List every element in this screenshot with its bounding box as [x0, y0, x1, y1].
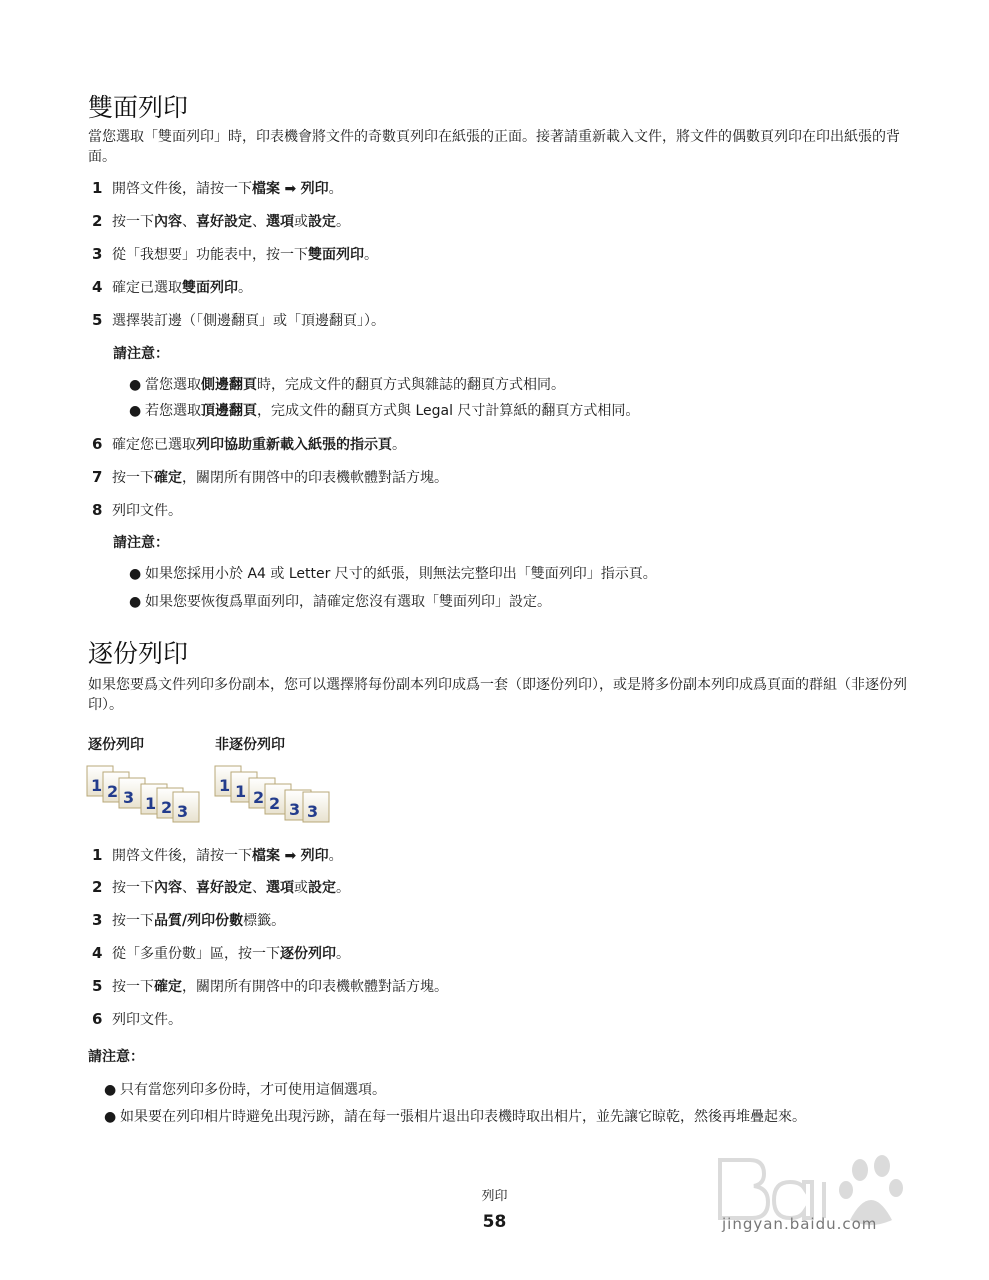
note-bullet: ● 當您選取側邊翻頁時，完成文件的翻頁方式與雜誌的翻頁方式相同。 — [129, 377, 565, 393]
duplex-step-3: 3 從「我想要」功能表中，按一下雙面列印。 — [92, 245, 378, 263]
note-bullet: ● 如果您採用小於 A4 或 Letter 尺寸的紙張，則無法完整印出「雙面列印」指示頁。 — [129, 566, 657, 582]
duplex-step-6: 6 確定您已選取列印協助重新載入紙張的指示頁。 — [92, 435, 406, 453]
collate-step-6: 6 列印文件。 — [92, 1010, 182, 1028]
page-icon — [303, 792, 329, 822]
note-bullet: ● 如果您要恢復爲單面列印，請確定您沒有選取「雙面列印」設定。 — [129, 594, 551, 610]
note-bullet: ● 若您選取頂邊翻頁，完成文件的翻頁方式與 Legal 尺寸計算紙的翻頁方式相同。 — [129, 403, 640, 419]
section-title-collate: 逐份列印 — [88, 639, 189, 668]
watermark-text: jingyan.baidu.com — [722, 1215, 878, 1233]
collate-step-3: 3 按一下品質/列印份數標籤。 — [92, 911, 286, 929]
baidu-watermark-logo — [700, 1140, 960, 1250]
page-digit: 1 — [219, 776, 231, 795]
section-title-duplex: 雙面列印 — [88, 93, 189, 122]
duplex-step-5: 5 選擇裝訂邊（「側邊翻頁」或「頂邊翻頁」）。 — [92, 311, 385, 329]
duplex-step-8: 8 列印文件。 — [92, 501, 182, 519]
noncollate-illustration — [213, 762, 335, 824]
note-label: 請注意： — [113, 535, 169, 551]
page-digit: 2 — [253, 788, 265, 807]
page-icon — [173, 792, 199, 822]
note-bullet: ● 只有當您列印多份時，才可使用這個選項。 — [104, 1082, 386, 1098]
noncollate-label: 非逐份列印 — [215, 737, 285, 753]
collate-step-2: 2 按一下內容、喜好設定、選項或設定。 — [92, 878, 350, 896]
collate-step-5: 5 按一下確定，關閉所有開啓中的印表機軟體對話方塊。 — [92, 977, 448, 995]
duplex-step-4: 4 確定已選取雙面列印。 — [92, 278, 252, 296]
page-digit: 3 — [289, 800, 301, 819]
page-number: 58 — [482, 1212, 507, 1232]
footer-section-label: 列印 — [481, 1189, 508, 1204]
page-digit: 1 — [145, 794, 157, 813]
collate-step-1: 1 開啓文件後，請按一下檔案 ➡ 列印。 — [92, 846, 343, 864]
duplex-step-1: 1 開啓文件後，請按一下檔案 ➡ 列印。 — [92, 179, 343, 197]
page-digit: 2 — [269, 794, 281, 813]
page-digit: 1 — [91, 776, 103, 795]
page-digit: 2 — [161, 798, 173, 817]
note-label: 請注意： — [88, 1049, 144, 1065]
page-digit: 3 — [123, 788, 135, 807]
collate-illustration — [85, 762, 205, 824]
duplex-step-2: 2 按一下內容、喜好設定、選項或設定。 — [92, 212, 350, 230]
collate-step-4: 4 從「多重份數」區，按一下逐份列印。 — [92, 944, 350, 962]
collate-label: 逐份列印 — [88, 737, 144, 753]
page-digit: 3 — [307, 802, 319, 821]
note-label: 請注意： — [113, 346, 169, 362]
page-digit: 1 — [235, 782, 247, 801]
page-digit: 3 — [177, 802, 189, 821]
note-bullet: ● 如果要在列印相片時避免出現污跡，請在每一張相片退出印表機時取出相片，並先讓它晾乾，然後再堆疊起來。 — [104, 1109, 806, 1125]
section-intro-duplex: 當您選取「雙面列印」時，印表機會將文件的奇數頁列印在紙張的正面。接著請重新載入文件，將文件的偶數頁列印在印出紙張的背面。 — [88, 129, 900, 165]
duplex-step-7: 7 按一下確定，關閉所有開啓中的印表機軟體對話方塊。 — [92, 468, 448, 486]
section-intro-collate: 如果您要爲文件列印多份副本，您可以選擇將每份副本列印成爲一套（即逐份列印），或是將多份副本列印成爲頁面的群組（非逐份列印）。 — [88, 677, 907, 713]
page-digit: 2 — [107, 782, 119, 801]
